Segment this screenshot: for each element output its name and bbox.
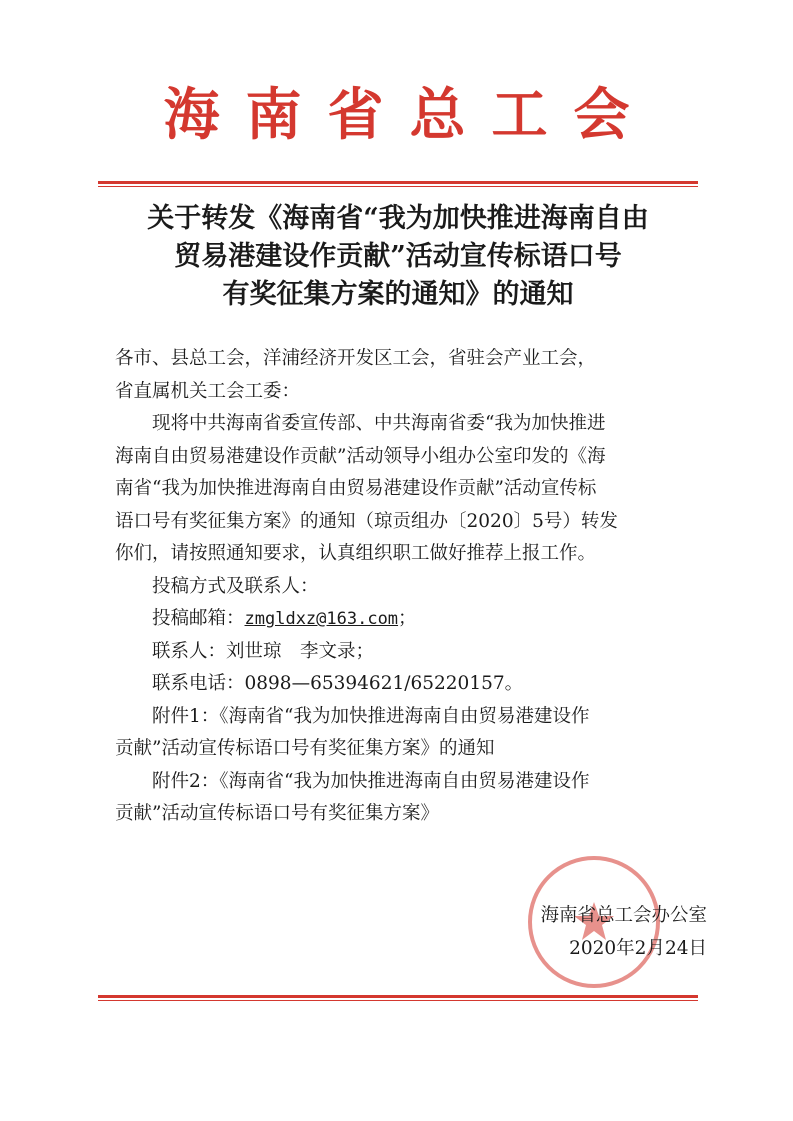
issuing-office: 海南省总工会办公室	[540, 905, 707, 926]
title-line: 贸易港建设作贡献”活动宣传标语口号	[174, 241, 622, 272]
recipients-line: 各市、县总工会，洋浦经济开发区工会，省驻会产业工会，	[115, 348, 597, 369]
email-line	[115, 603, 705, 636]
paragraph-line: 现将中共海南省委宣传部、中共海南省委“我为加快推进	[152, 413, 606, 434]
contact-heading: 投稿方式及联系人：	[152, 575, 319, 597]
paragraph-line: 南省“我为加快推进海南自由贸易港建设作贡献”活动宣传标	[115, 478, 597, 499]
document-body	[115, 343, 705, 831]
email-suffix: ；	[398, 608, 417, 629]
issue-date: 2020年2月24日	[569, 937, 707, 959]
contacts-line: 联系人：刘世琼 李文录；	[152, 640, 375, 662]
paragraph-line: 你们，请按照通知要求，认真组织职工做好推荐上报工作。	[115, 543, 597, 564]
attachment-1-cont: 贡献”活动宣传标语口号有奖征集方案》的通知	[115, 738, 495, 759]
email-label: 投稿邮箱：	[152, 608, 245, 629]
recipients-line: 省直属机关工会工委：	[115, 380, 301, 402]
email-link[interactable]: zmgldxz@163.com	[244, 609, 399, 629]
title-line: 关于转发《海南省“我为加快推进海南自由	[147, 203, 649, 234]
title-line: 有奖征集方案的通知》的通知	[222, 279, 574, 310]
document-title	[98, 200, 698, 314]
org-header-title: 海南省总工会	[163, 83, 656, 148]
phone-line: 联系电话：0898—65394621/65220157。	[152, 673, 524, 694]
header-divider	[98, 181, 698, 187]
footer-divider	[98, 995, 698, 1001]
paragraph-line: 海南自由贸易港建设作贡献”活动领导小组办公室印发的《海	[115, 445, 606, 467]
attachment-2: 附件2：《海南省“我为加快推进海南自由贸易港建设作	[152, 770, 590, 792]
attachment-2-cont: 贡献”活动宣传标语口号有奖征集方案》	[115, 803, 439, 824]
attachment-1: 附件1：《海南省“我为加快推进海南自由贸易港建设作	[152, 705, 590, 727]
signature-block	[540, 900, 707, 965]
paragraph-line: 语口号有奖征集方案》的通知（琼贡组办〔2020〕5号）转发	[115, 510, 618, 532]
